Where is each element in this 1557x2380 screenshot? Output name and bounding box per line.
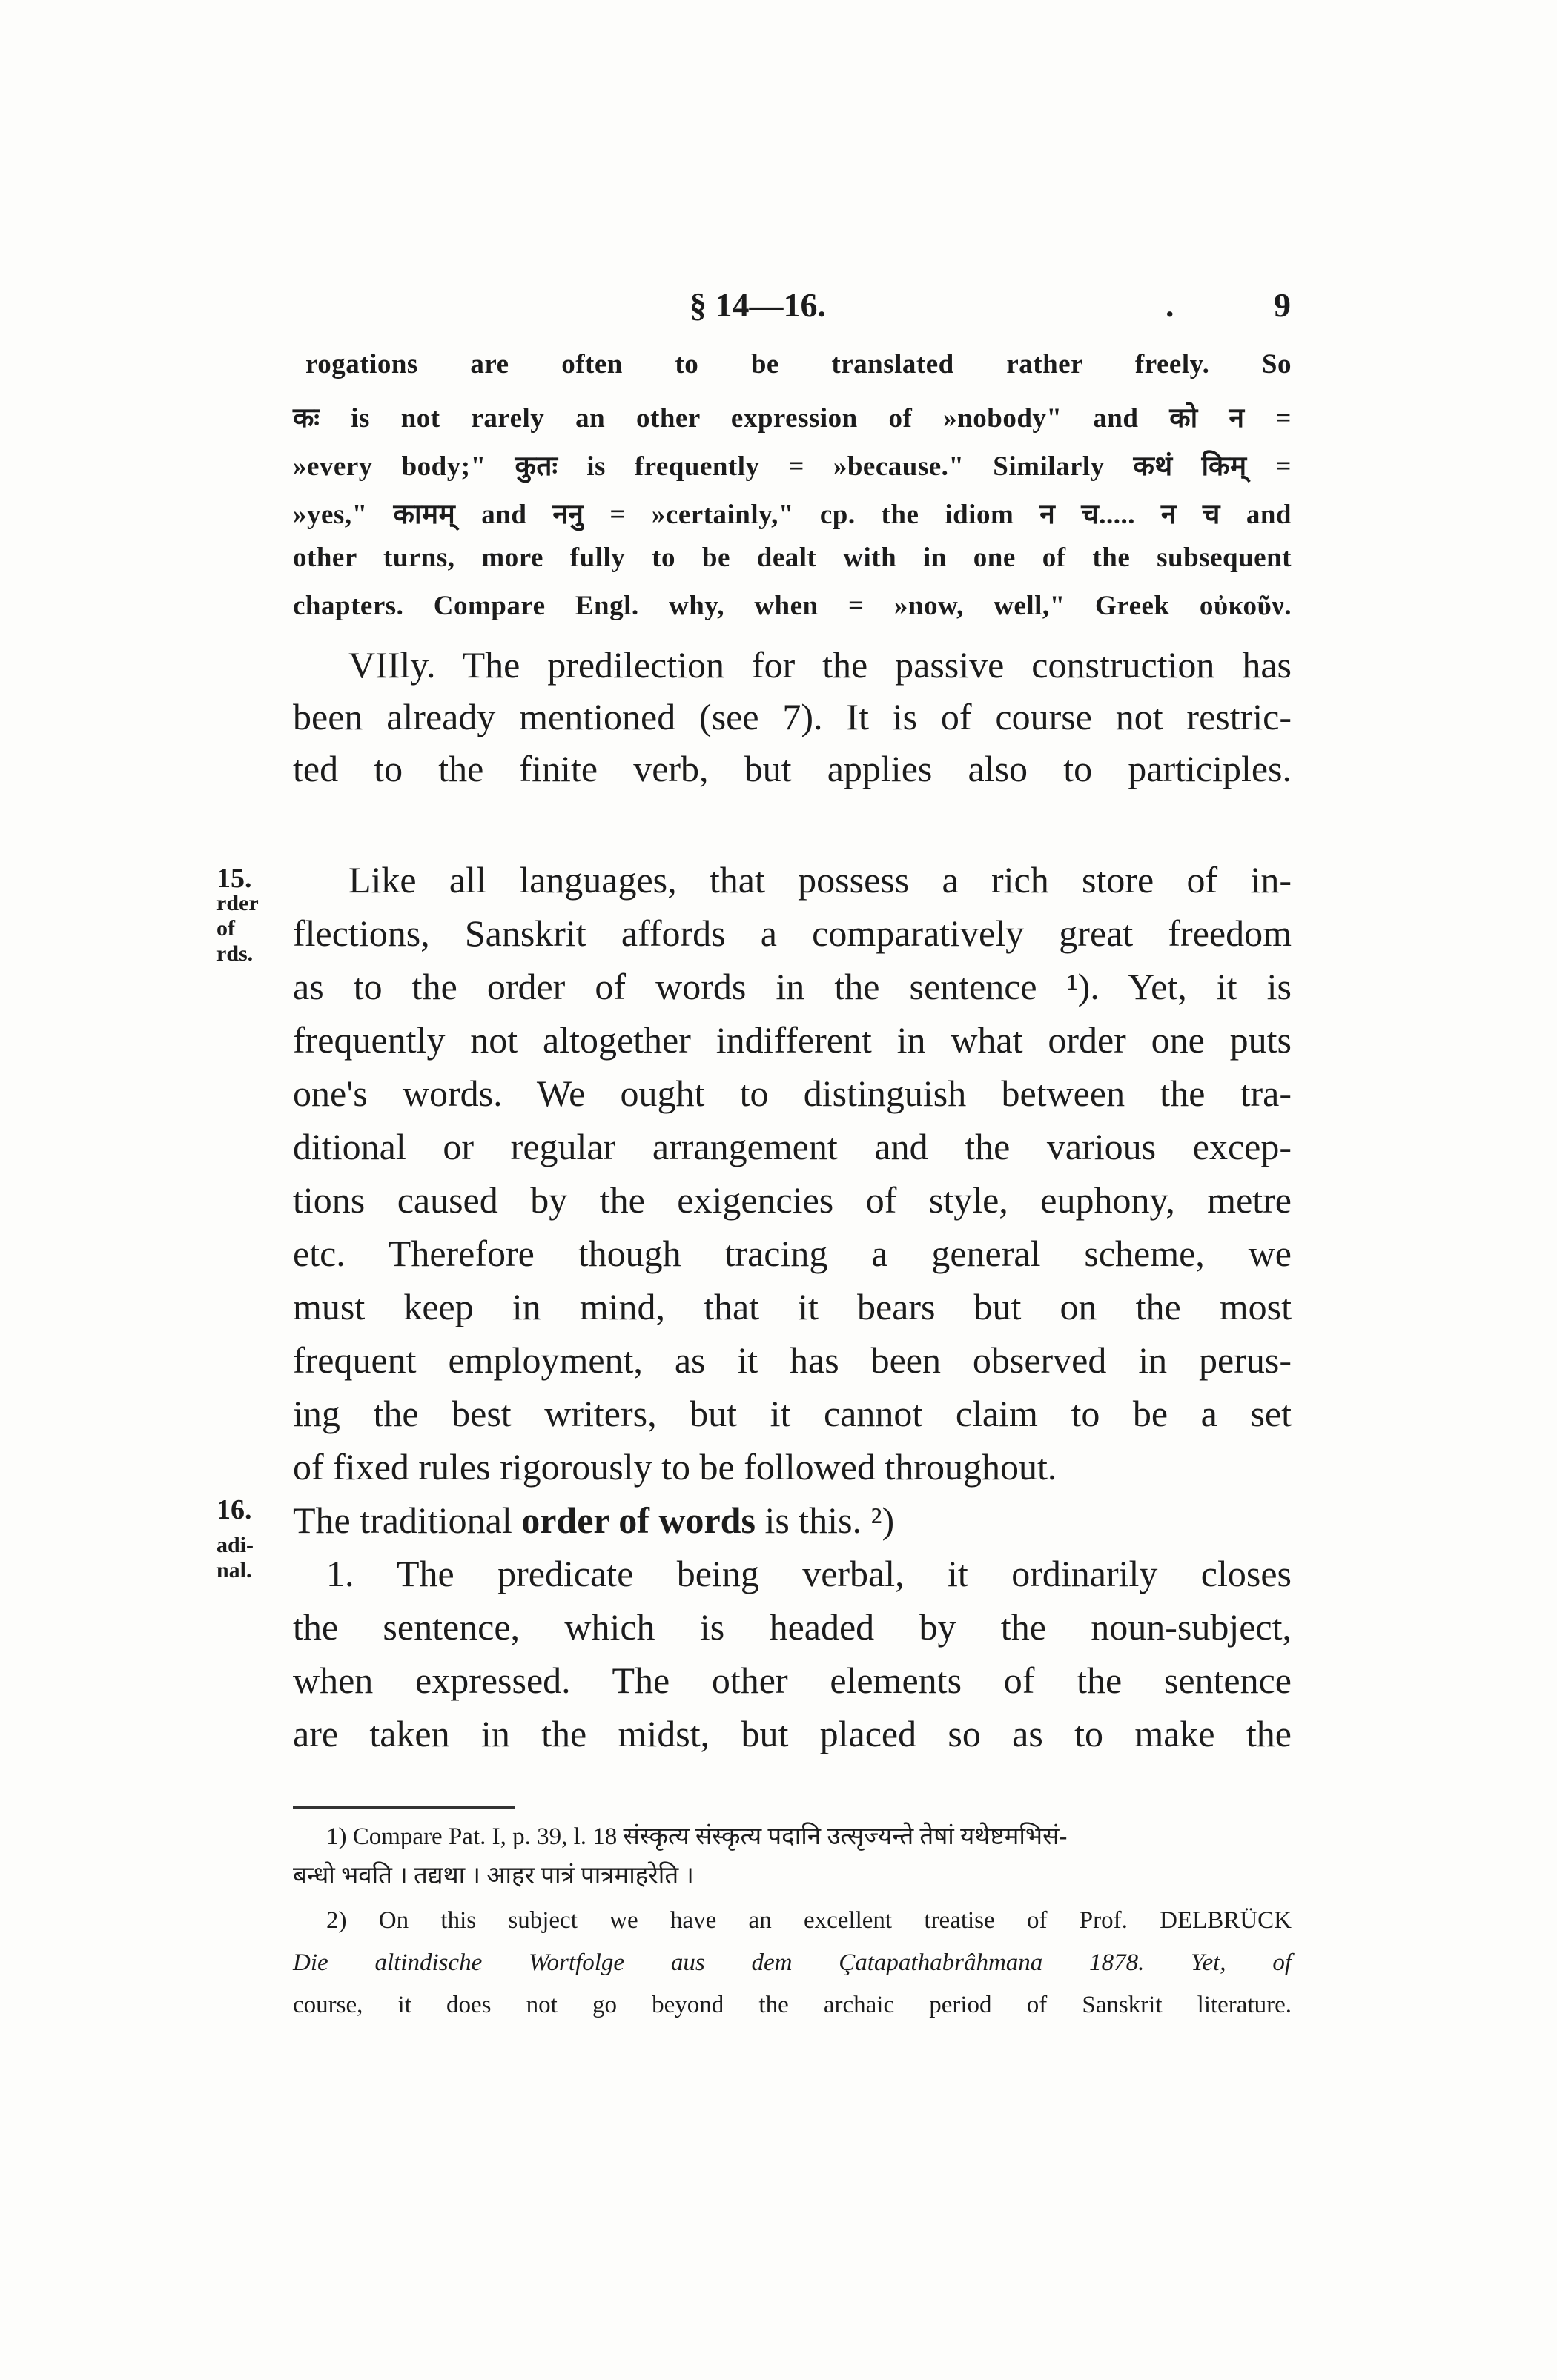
text-line: »yes," कामम् and ननु = »certainly," cp. the idiom न च..... न च and — [293, 500, 1292, 530]
margin-note-15 — [216, 863, 259, 967]
text-line: etc. Therefore though tracing a general scheme, we — [293, 1233, 1292, 1274]
footnote-1-line: बन्धो भवति । तद्यथा । आहर पात्रं पात्रमाहरेति । — [293, 1863, 694, 1889]
margin-text: rds. — [216, 941, 254, 966]
text-line: »every body;" कुतः is frequently = »because." Similarly कथं किम् = — [293, 451, 1292, 482]
text-line: ted to the finite verb, but applies also to participles. — [293, 748, 1292, 789]
text-line: when expressed. The other elements of the sentence — [293, 1660, 1292, 1701]
text-line: कः is not rarely an other expression of »nobody" and को न = — [293, 403, 1292, 434]
text-line: tions caused by the exigencies of style, euphony, metre — [293, 1179, 1292, 1221]
footnote-2-line: 2) On this subject we have an excellent treatise of Prof. DELBRÜCK — [326, 1907, 1292, 1934]
text-line: ditional or regular arrangement and the various excep- — [293, 1126, 1292, 1167]
margin-note-16 — [216, 1494, 254, 1583]
footnote-2-line: Die altindische Wortfolge aus dem Çatapathabrâhmana 1878. Yet, of — [293, 1949, 1292, 1976]
footnote-2-line: course, it does not go beyond the archaic period of Sanskrit literature. — [293, 1992, 1292, 2018]
text-line: of fixed rules rigorously to be followed throughout. — [293, 1446, 1057, 1488]
text-line: been already mentioned (see 7). It is of course not restric- — [293, 696, 1292, 737]
text-line: must keep in mind, that it bears but on the most — [293, 1286, 1292, 1327]
text-line: rogations are often to be translated rather freely. So — [305, 349, 1292, 379]
text-line: 1. The predicate being verbal, it ordinarily closes — [326, 1553, 1292, 1594]
page-number: 9 — [1274, 286, 1291, 324]
text-line: frequent employment, as it has been observed in perus- — [293, 1339, 1292, 1381]
text-line: frequently not altogether indifferent in what order one puts — [293, 1019, 1292, 1061]
emphasis-order-of-words: order of words — [521, 1499, 756, 1541]
text-line: one's words. We ought to distinguish between the tra- — [293, 1073, 1292, 1114]
margin-text: nal. — [216, 1558, 252, 1582]
text-line: as to the order of words in the sentence ¹). Yet, it is — [293, 966, 1292, 1007]
margin-text: rder — [216, 891, 259, 915]
footnote-1-line: 1) Compare Pat. I, p. 39, l. 18 संस्कृत्य संस्कृत्य पदानि उत्सृज्यन्ते तेषां यथेष्टमभिसं- — [326, 1823, 1068, 1850]
margin-number: 16. — [216, 1494, 252, 1525]
margin-text: adi- — [216, 1533, 254, 1557]
text-run: The traditional — [293, 1499, 522, 1541]
running-head-dot: . — [1166, 286, 1174, 324]
text-line: Like all languages, that possess a rich store of in- — [348, 859, 1292, 901]
footnote-rule — [293, 1806, 515, 1809]
text-run: is this. ²) — [755, 1499, 895, 1541]
margin-number: 15. — [216, 863, 252, 894]
text-line: other turns, more fully to be dealt with in one of the subsequent — [293, 543, 1292, 573]
text-line: ing the best writers, but it cannot claim to be a set — [293, 1393, 1292, 1434]
running-head-section: § 14—16. — [690, 286, 826, 324]
text-line: flections, Sanskrit affords a comparatively great freedom — [293, 912, 1292, 954]
text-line: the sentence, which is headed by the noun-subject, — [293, 1606, 1292, 1648]
margin-text: of — [216, 916, 235, 941]
text-line: VIIly. The predilection for the passive construction has — [348, 644, 1292, 686]
text-line: are taken in the midst, but placed so as to make the — [293, 1713, 1292, 1754]
text-line — [293, 1499, 894, 1542]
text-line: chapters. Compare Engl. why, when = »now, well," Greek οὐκοῦν. — [293, 591, 1292, 621]
